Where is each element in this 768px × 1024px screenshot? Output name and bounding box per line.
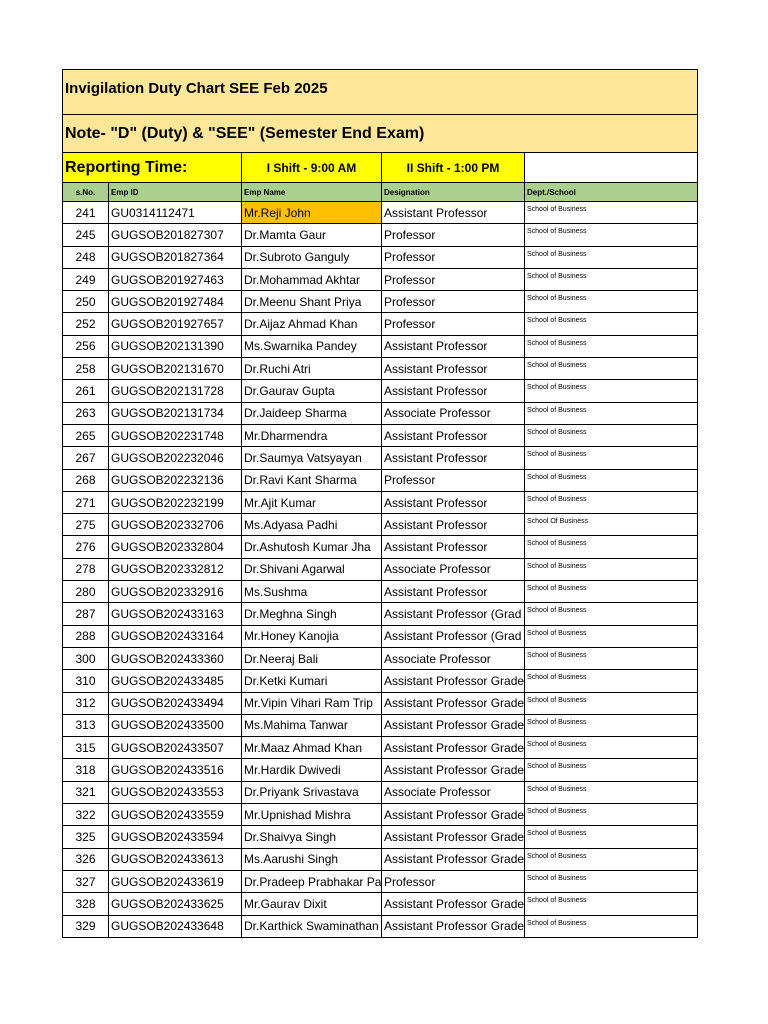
cell-sno: 313 — [63, 715, 109, 737]
table-row — [62, 358, 698, 380]
cell-sno: 322 — [63, 804, 109, 826]
cell-emp-id: GUGSOB202433163 — [109, 603, 242, 625]
cell-emp-id: GUGSOB202433594 — [109, 826, 242, 848]
cell-sno: 318 — [63, 759, 109, 781]
cell-sno: 327 — [63, 871, 109, 893]
sheet-title: Invigilation Duty Chart SEE Feb 2025 — [62, 69, 698, 115]
cell-emp-id: GUGSOB202332916 — [109, 581, 242, 603]
cell-designation: Professor — [382, 224, 525, 246]
cell-dept: School of Business — [525, 447, 698, 469]
cell-emp-name: Dr.Subroto Ganguly — [242, 247, 382, 269]
cell-emp-id: GUGSOB202433553 — [109, 782, 242, 804]
table-row — [62, 447, 698, 469]
table-row — [62, 403, 698, 425]
cell-emp-id: GUGSOB202433485 — [109, 670, 242, 692]
cell-designation: Assistant Professor — [382, 447, 525, 469]
cell-emp-name: Dr.Gaurav Gupta — [242, 380, 382, 402]
cell-dept: School of Business — [525, 826, 698, 848]
cell-emp-name: Dr.Meenu Shant Priya — [242, 291, 382, 313]
cell-emp-name: Dr.Shivani Agarwal — [242, 559, 382, 581]
cell-dept: School of Business — [525, 224, 698, 246]
table-row — [62, 693, 698, 715]
cell-emp-id: GUGSOB202433507 — [109, 737, 242, 759]
table-row — [62, 603, 698, 625]
cell-sno: 312 — [63, 693, 109, 715]
cell-sno: 315 — [63, 737, 109, 759]
cell-dept: School of Business — [525, 403, 698, 425]
cell-sno: 276 — [63, 536, 109, 558]
duty-chart-sheet — [62, 69, 698, 938]
cell-dept: School of Business — [525, 269, 698, 291]
cell-sno: 300 — [63, 648, 109, 670]
cell-dept: School of Business — [525, 670, 698, 692]
table-row — [62, 336, 698, 358]
cell-designation: Assistant Professor Grade — [382, 693, 525, 715]
shift-two-time: II Shift - 1:00 PM — [382, 153, 525, 183]
cell-dept: School of Business — [525, 871, 698, 893]
cell-dept: School of Business — [525, 358, 698, 380]
cell-emp-name: Dr.Pradeep Prabhakar Pa — [242, 871, 382, 893]
cell-dept: School of Business — [525, 247, 698, 269]
cell-designation: Assistant Professor Grade — [382, 759, 525, 781]
cell-designation: Assistant Professor — [382, 202, 525, 224]
cell-dept: School of Business — [525, 202, 698, 224]
cell-emp-id: GUGSOB202332812 — [109, 559, 242, 581]
cell-dept: School of Business — [525, 893, 698, 915]
cell-emp-name: Mr.Reji John — [242, 202, 382, 224]
cell-designation: Associate Professor — [382, 648, 525, 670]
header-emp-id: Emp ID — [109, 183, 242, 202]
cell-emp-id: GUGSOB202433500 — [109, 715, 242, 737]
cell-emp-name: Dr.Neeraj Bali — [242, 648, 382, 670]
cell-emp-name: Mr.Gaurav Dixit — [242, 893, 382, 915]
table-row — [62, 291, 698, 313]
header-dept: Dept./School — [525, 183, 698, 202]
cell-designation: Assistant Professor Grade — [382, 893, 525, 915]
cell-dept: School of Business — [525, 336, 698, 358]
table-row — [62, 759, 698, 781]
cell-designation: Assistant Professor Grade — [382, 737, 525, 759]
cell-emp-id: GUGSOB202332706 — [109, 514, 242, 536]
cell-emp-id: GUGSOB202433619 — [109, 871, 242, 893]
cell-sno: 278 — [63, 559, 109, 581]
cell-emp-id: GUGSOB202433648 — [109, 916, 242, 938]
table-row — [62, 581, 698, 603]
cell-designation: Associate Professor — [382, 782, 525, 804]
cell-emp-id: GUGSOB202433360 — [109, 648, 242, 670]
cell-designation: Assistant Professor — [382, 536, 525, 558]
table-body — [62, 202, 698, 938]
table-row — [62, 893, 698, 915]
cell-dept: School of Business — [525, 849, 698, 871]
table-row — [62, 871, 698, 893]
cell-designation: Professor — [382, 269, 525, 291]
cell-dept: School of Business — [525, 648, 698, 670]
cell-sno: 258 — [63, 358, 109, 380]
cell-dept: School of Business — [525, 916, 698, 938]
cell-sno: 252 — [63, 313, 109, 335]
cell-emp-id: GUGSOB202232046 — [109, 447, 242, 469]
cell-designation: Assistant Professor — [382, 336, 525, 358]
cell-emp-name: Ms.Aarushi Singh — [242, 849, 382, 871]
cell-sno: 261 — [63, 380, 109, 402]
cell-designation: Associate Professor — [382, 559, 525, 581]
cell-dept: School of Business — [525, 737, 698, 759]
cell-emp-id: GUGSOB202131728 — [109, 380, 242, 402]
cell-designation: Assistant Professor Grade — [382, 715, 525, 737]
cell-designation: Professor — [382, 871, 525, 893]
cell-designation: Assistant Professor — [382, 380, 525, 402]
cell-emp-id: GU0314112471 — [109, 202, 242, 224]
cell-emp-name: Mr.Maaz Ahmad Khan — [242, 737, 382, 759]
table-row — [62, 670, 698, 692]
cell-emp-id: GUGSOB202232136 — [109, 470, 242, 492]
cell-emp-name: Mr.Dharmendra — [242, 425, 382, 447]
cell-dept: School of Business — [525, 804, 698, 826]
table-row — [62, 269, 698, 291]
cell-sno: 326 — [63, 849, 109, 871]
cell-emp-name: Dr.Jaideep Sharma — [242, 403, 382, 425]
cell-emp-name: Dr.Ruchi Atri — [242, 358, 382, 380]
table-row — [62, 470, 698, 492]
cell-emp-id: GUGSOB202433516 — [109, 759, 242, 781]
cell-sno: 268 — [63, 470, 109, 492]
reporting-time-row — [62, 153, 698, 183]
cell-dept: School of Business — [525, 291, 698, 313]
cell-designation: Assistant Professor Grade — [382, 849, 525, 871]
cell-emp-name: Mr.Honey Kanojia — [242, 626, 382, 648]
cell-designation: Professor — [382, 313, 525, 335]
table-row — [62, 559, 698, 581]
cell-sno: 280 — [63, 581, 109, 603]
cell-emp-name: Mr.Ajit Kumar — [242, 492, 382, 514]
cell-dept: School of Business — [525, 559, 698, 581]
cell-sno: 321 — [63, 782, 109, 804]
header-emp-name: Emp Name — [242, 183, 382, 202]
cell-dept: School of Business — [525, 782, 698, 804]
header-designation: Designation — [382, 183, 525, 202]
cell-emp-name: Dr.Shaivya Singh — [242, 826, 382, 848]
cell-dept: School of Business — [525, 380, 698, 402]
cell-designation: Assistant Professor Grade — [382, 916, 525, 938]
reporting-empty-cell — [525, 153, 698, 183]
cell-dept: School of Business — [525, 693, 698, 715]
cell-emp-name: Dr.Karthick Swaminathan — [242, 916, 382, 938]
cell-designation: Professor — [382, 247, 525, 269]
table-row — [62, 626, 698, 648]
cell-emp-id: GUGSOB202232199 — [109, 492, 242, 514]
cell-dept: School of Business — [525, 492, 698, 514]
cell-sno: 249 — [63, 269, 109, 291]
cell-sno: 265 — [63, 425, 109, 447]
cell-emp-name: Dr.Ketki Kumari — [242, 670, 382, 692]
table-row — [62, 782, 698, 804]
table-row — [62, 514, 698, 536]
cell-emp-id: GUGSOB202433494 — [109, 693, 242, 715]
cell-sno: 287 — [63, 603, 109, 625]
cell-dept: School of Business — [525, 626, 698, 648]
cell-dept: School Of Business — [525, 514, 698, 536]
cell-emp-id: GUGSOB202131734 — [109, 403, 242, 425]
cell-emp-id: GUGSOB202433164 — [109, 626, 242, 648]
reporting-time-label: Reporting Time: — [63, 153, 242, 183]
table-row — [62, 380, 698, 402]
cell-designation: Assistant Professor (Grad — [382, 626, 525, 648]
cell-designation: Professor — [382, 470, 525, 492]
cell-emp-id: GUGSOB201827307 — [109, 224, 242, 246]
cell-emp-name: Ms.Swarnika Pandey — [242, 336, 382, 358]
table-row — [62, 313, 698, 335]
cell-dept: School of Business — [525, 470, 698, 492]
cell-emp-id: GUGSOB202433613 — [109, 849, 242, 871]
table-row — [62, 536, 698, 558]
cell-dept: School of Business — [525, 536, 698, 558]
table-row — [62, 224, 698, 246]
cell-dept: School of Business — [525, 313, 698, 335]
sheet-note: Note- "D" (Duty) & "SEE" (Semester End Exam) — [62, 115, 698, 153]
cell-sno: 250 — [63, 291, 109, 313]
cell-sno: 288 — [63, 626, 109, 648]
cell-emp-name: Dr.Meghna Singh — [242, 603, 382, 625]
table-row — [62, 804, 698, 826]
cell-designation: Associate Professor — [382, 403, 525, 425]
cell-emp-name: Dr.Mamta Gaur — [242, 224, 382, 246]
cell-emp-name: Dr.Mohammad Akhtar — [242, 269, 382, 291]
cell-designation: Assistant Professor (Grad — [382, 603, 525, 625]
cell-dept: School of Business — [525, 603, 698, 625]
cell-sno: 310 — [63, 670, 109, 692]
cell-emp-name: Dr.Aijaz Ahmad Khan — [242, 313, 382, 335]
cell-emp-name: Ms.Mahima Tanwar — [242, 715, 382, 737]
table-row — [62, 492, 698, 514]
table-row — [62, 737, 698, 759]
cell-dept: School of Business — [525, 715, 698, 737]
table-row — [62, 826, 698, 848]
cell-sno: 256 — [63, 336, 109, 358]
cell-designation: Assistant Professor — [382, 492, 525, 514]
cell-dept: School of Business — [525, 759, 698, 781]
cell-emp-id: GUGSOB202433625 — [109, 893, 242, 915]
cell-designation: Assistant Professor Grade — [382, 670, 525, 692]
cell-emp-id: GUGSOB201927657 — [109, 313, 242, 335]
header-sno: s.No. — [63, 183, 109, 202]
cell-emp-name: Mr.Hardik Dwivedi — [242, 759, 382, 781]
cell-sno: 263 — [63, 403, 109, 425]
cell-sno: 241 — [63, 202, 109, 224]
cell-sno: 245 — [63, 224, 109, 246]
cell-designation: Assistant Professor Grade — [382, 804, 525, 826]
cell-sno: 248 — [63, 247, 109, 269]
cell-emp-name: Dr.Ravi Kant Sharma — [242, 470, 382, 492]
cell-designation: Professor — [382, 291, 525, 313]
cell-emp-name: Ms.Sushma — [242, 581, 382, 603]
cell-emp-id: GUGSOB202433559 — [109, 804, 242, 826]
cell-emp-id: GUGSOB201927463 — [109, 269, 242, 291]
table-row — [62, 715, 698, 737]
cell-sno: 275 — [63, 514, 109, 536]
cell-dept: School of Business — [525, 581, 698, 603]
cell-emp-name: Mr.Vipin Vihari Ram Trip — [242, 693, 382, 715]
cell-emp-id: GUGSOB201827364 — [109, 247, 242, 269]
cell-sno: 329 — [63, 916, 109, 938]
cell-designation: Assistant Professor Grade — [382, 826, 525, 848]
cell-emp-id: GUGSOB202131670 — [109, 358, 242, 380]
table-row — [62, 849, 698, 871]
table-row — [62, 202, 698, 224]
table-row — [62, 425, 698, 447]
cell-sno: 328 — [63, 893, 109, 915]
cell-emp-id: GUGSOB202332804 — [109, 536, 242, 558]
cell-emp-name: Mr.Upnishad Mishra — [242, 804, 382, 826]
cell-emp-name: Dr.Priyank Srivastava — [242, 782, 382, 804]
table-header — [62, 183, 698, 202]
table-row — [62, 916, 698, 938]
cell-emp-id: GUGSOB202231748 — [109, 425, 242, 447]
shift-one-time: I Shift - 9:00 AM — [242, 153, 382, 183]
cell-emp-id: GUGSOB202131390 — [109, 336, 242, 358]
cell-sno: 271 — [63, 492, 109, 514]
cell-dept: School of Business — [525, 425, 698, 447]
cell-emp-name: Dr.Saumya Vatsyayan — [242, 447, 382, 469]
cell-designation: Assistant Professor — [382, 425, 525, 447]
cell-sno: 267 — [63, 447, 109, 469]
cell-emp-name: Ms.Adyasa Padhi — [242, 514, 382, 536]
table-row — [62, 648, 698, 670]
cell-sno: 325 — [63, 826, 109, 848]
cell-designation: Assistant Professor — [382, 514, 525, 536]
cell-designation: Assistant Professor — [382, 358, 525, 380]
cell-designation: Assistant Professor — [382, 581, 525, 603]
table-row — [62, 247, 698, 269]
cell-emp-id: GUGSOB201927484 — [109, 291, 242, 313]
cell-emp-name: Dr.Ashutosh Kumar Jha — [242, 536, 382, 558]
